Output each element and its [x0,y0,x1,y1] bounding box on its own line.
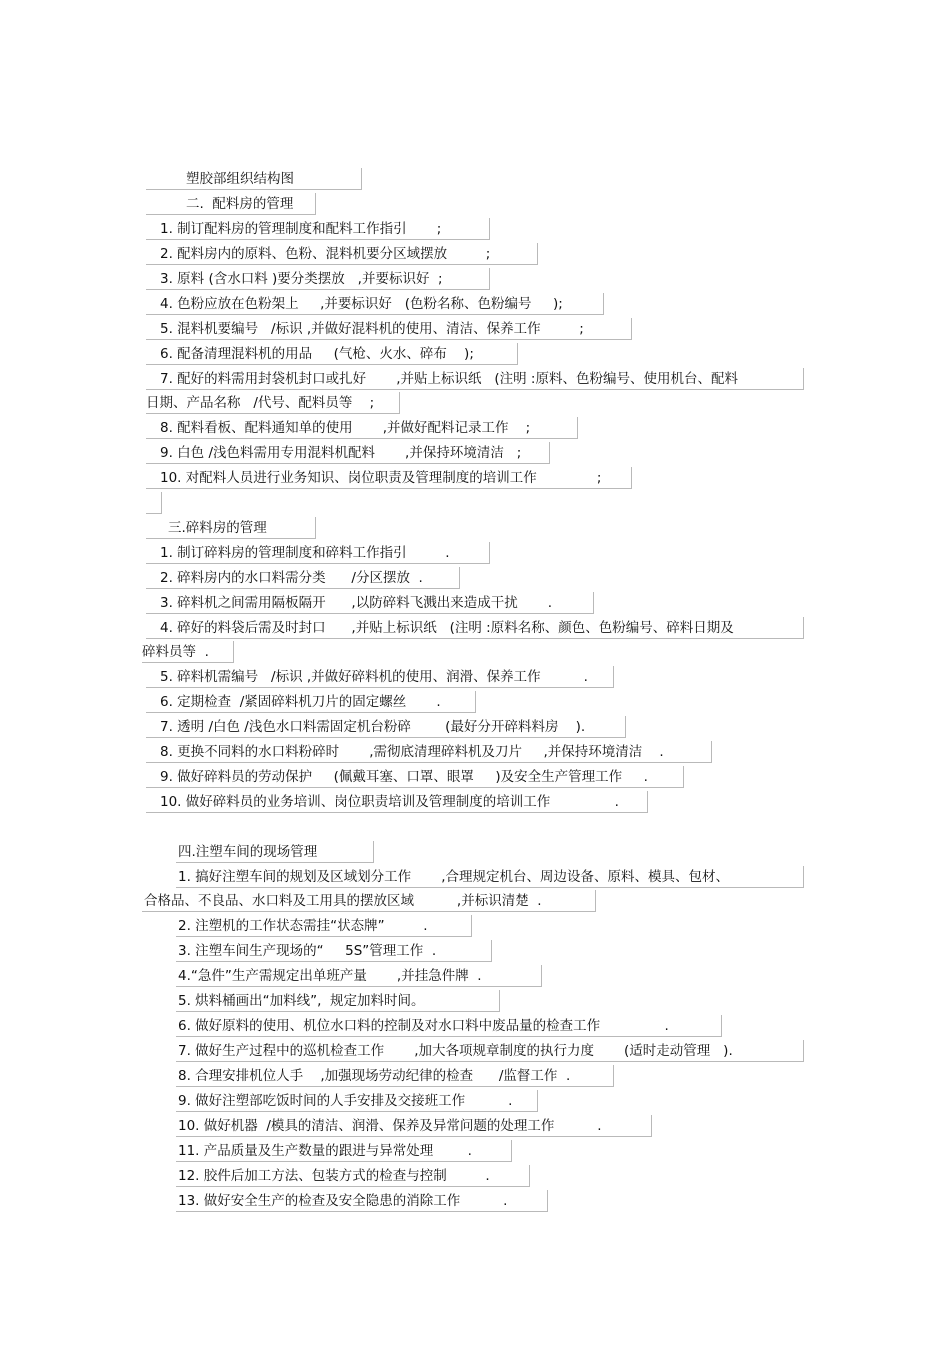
list-item: 5. 混料机要编号 /标识 ,并做好混料机的使用、清洁、保养工作 ; [146,318,632,340]
list-item: 5. 烘料桶画出“加料线”, 规定加料时间。 [176,990,500,1012]
list-item: 10. 做好机器 /模具的清洁、润滑、保养及异常问题的处理工作 . [176,1115,652,1137]
list-item: 6. 配备清理混料机的用品 (气枪、火水、碎布 ); [146,343,518,365]
list-item: 5. 碎料机需编号 /标识 ,并做好碎料机的使用、润滑、保养工作 . [146,666,614,688]
section-heading-crushing-room: 三.碎料房的管理 [146,517,316,539]
list-item: 3. 碎料机之间需用隔板隔开 ,以防碎料飞溅出来造成干扰 . [146,592,594,614]
list-item: 8. 配料看板、配料通知单的使用 ,并做好配料记录工作 ; [146,417,578,439]
list-item: 9. 做好碎料员的劳动保护 (佩戴耳塞、口罩、眼罩 )及安全生产管理工作 . [146,766,684,788]
list-item: 1. 制订配料房的管理制度和配料工作指引 ; [146,218,490,240]
list-item: 10. 对配料人员进行业务知识、岗位职责及管理制度的培训工作 ; [146,467,632,489]
list-item: 2. 注塑机的工作状态需挂“状态牌” . [176,915,472,937]
list-item: 13. 做好安全生产的检查及安全隐患的消除工作 . [176,1190,548,1212]
list-item-continuation: 日期、产品名称 /代号、配料员等 ; [146,392,400,414]
list-item: 2. 配料房内的原料、色粉、混料机要分区域摆放 ; [146,243,538,265]
list-item: 1. 制订碎料房的管理制度和碎料工作指引 . [146,542,490,564]
list-item: 6. 定期检查 /紧固碎料机刀片的固定螺丝 . [146,691,476,713]
list-item-continuation: 合格品、不良品、水口料及工用具的摆放区域 ,并标识清楚 . [142,890,596,912]
list-item-continuation: 碎料员等 . [142,641,234,663]
list-item: 4. 色粉应放在色粉架上 ,并要标识好 (色粉名称、色粉编号 ); [146,293,604,315]
list-item: 8. 更换不同料的水口料粉碎时 ,需彻底清理碎料机及刀片 ,并保持环境清洁 . [146,741,712,763]
section-heading-workshop: 四.注塑车间的现场管理 [176,841,374,863]
list-item: 6. 做好原料的使用、机位水口料的控制及对水口料中废品量的检查工作 . [176,1015,722,1037]
list-item: 2. 碎料房内的水口料需分类 /分区摆放 . [146,567,460,589]
list-item: 1. 搞好注塑车间的规划及区域划分工作 ,合理规定机台、周边设备、原料、模具、包材、 [176,866,804,888]
list-item: 7. 做好生产过程中的巡机检查工作 ,加大各项规章制度的执行力度 (适时走动管理 ). [176,1040,804,1062]
list-item: 12. 胶件后加工方法、包装方式的检查与控制 . [176,1165,530,1187]
list-item: 9. 做好注塑部吃饭时间的人手安排及交接班工作 . [176,1090,538,1112]
list-item: 8. 合理安排机位人手 ,加强现场劳动纪律的检查 /监督工作 . [176,1065,614,1087]
list-item: 9. 白色 /浅色料需用专用混料机配料 ,并保持环境清洁 ; [146,442,550,464]
list-item: 3. 原料 (含水口料 )要分类摆放 ,并要标识好 ; [146,268,490,290]
list-item: 3. 注塑车间生产现场的“ 5S”管理工作 . [176,940,492,962]
section-heading-batching-room: 二. 配料房的管理 [146,193,316,215]
list-item: 4.“急件”生产需规定出单班产量 ,并挂急件牌 . [176,965,542,987]
list-item: 11. 产品质量及生产数量的跟进与异常处理 . [176,1140,512,1162]
page-title: 塑胶部组织结构图 [146,168,362,190]
list-item: 4. 碎好的料袋后需及时封口 ,并贴上标识纸 (注明 :原料名称、颜色、色粉编号、碎料日期及 [146,617,804,639]
empty-cell [146,492,162,514]
list-item: 10. 做好碎料员的业务培训、岗位职责培训及管理制度的培训工作 . [146,791,648,813]
list-item: 7. 配好的料需用封袋机封口或扎好 ,并贴上标识纸 (注明 :原料、色粉编号、使用机台、配料 [146,368,804,390]
list-item: 7. 透明 /白色 /浅色水口料需固定机台粉碎 (最好分开碎料料房 ). [146,716,626,738]
